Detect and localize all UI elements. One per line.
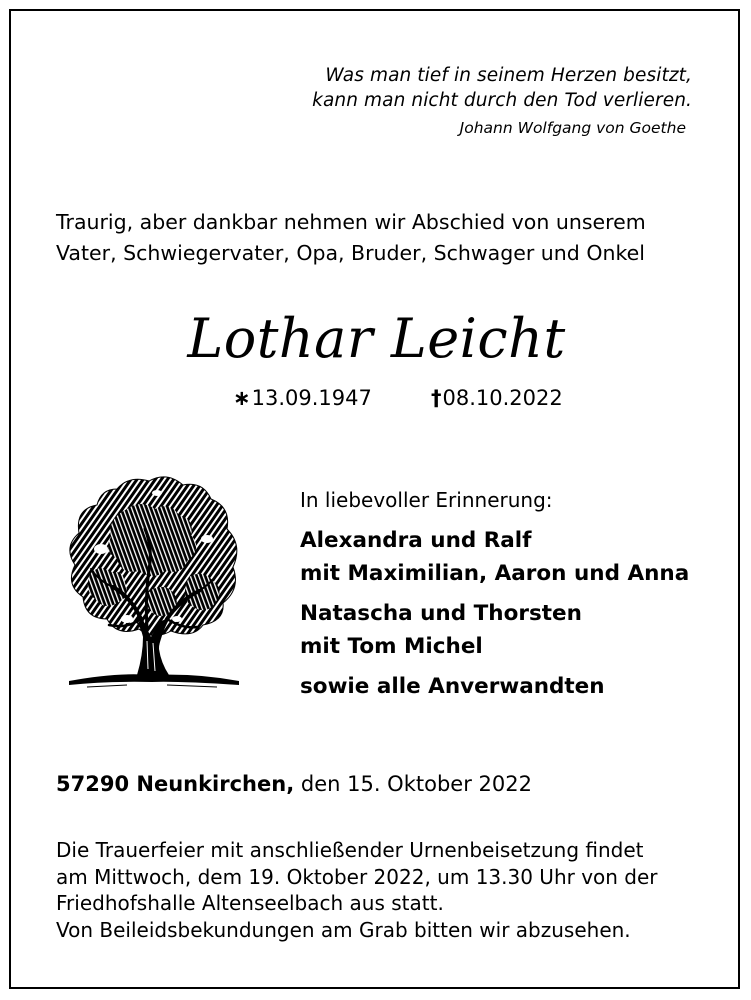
place-date-line [56, 769, 532, 799]
family-heading: In liebevoller Erinnerung: [300, 488, 553, 512]
family-group-2 [300, 597, 689, 663]
notice-line-3: Friedhofshalle Altenseelbach aus statt. [56, 891, 444, 915]
obituary-notice [9, 9, 740, 989]
family-group-3 [300, 670, 689, 703]
family-list [300, 485, 689, 710]
quote [312, 63, 692, 140]
family-group-1-line-2: mit Maximilian, Aaron und Anna [300, 561, 690, 586]
notice-line-4: Von Beileidsbekundungen am Grab bitten wir abzusehen. [56, 917, 631, 942]
place: 57290 Neunkirchen, [56, 772, 295, 796]
notice-line-1: Die Trauerfeier mit anschließender Urnenbeisetzung findet [56, 838, 644, 862]
death-cross-icon: † [431, 386, 442, 410]
quote-author: Johann Wolfgang von Goethe [459, 119, 686, 137]
family-group-2-line-2: mit Tom Michel [300, 634, 483, 659]
deceased-name: Lothar Leicht [187, 307, 566, 370]
family-group-1 [300, 524, 689, 590]
family-group-2-line-1: Natascha und Thorsten [300, 601, 582, 626]
intro-line-2: Vater, Schwiegervater, Opa, Bruder, Schwager und Onkel [56, 241, 645, 265]
notice-line-2: am Mittwoch, dem 19. Oktober 2022, um 13.30 Uhr von der [56, 864, 658, 889]
oak-tree-icon [57, 469, 245, 691]
intro-line-1: Traurig, aber dankbar nehmen wir Abschied von unserem [56, 210, 646, 234]
publication-date: den 15. Oktober 2022 [300, 772, 532, 796]
birth-date: 13.09.1947 [251, 386, 372, 410]
quote-line-1: Was man tief in seinem Herzen besitzt, [325, 65, 692, 86]
intro-text [56, 207, 646, 269]
birth-star-icon: ∗ [233, 386, 251, 410]
death-date: 08.10.2022 [442, 386, 563, 410]
funeral-notice [56, 837, 658, 943]
family-group-1-line-1: Alexandra und Ralf [300, 528, 532, 553]
quote-line-2: kann man nicht durch den Tod verlieren. [312, 90, 692, 111]
birth-date-item [233, 383, 372, 413]
family-group-3-line-1: sowie alle Anverwandten [300, 674, 605, 699]
death-date-item [431, 383, 563, 413]
